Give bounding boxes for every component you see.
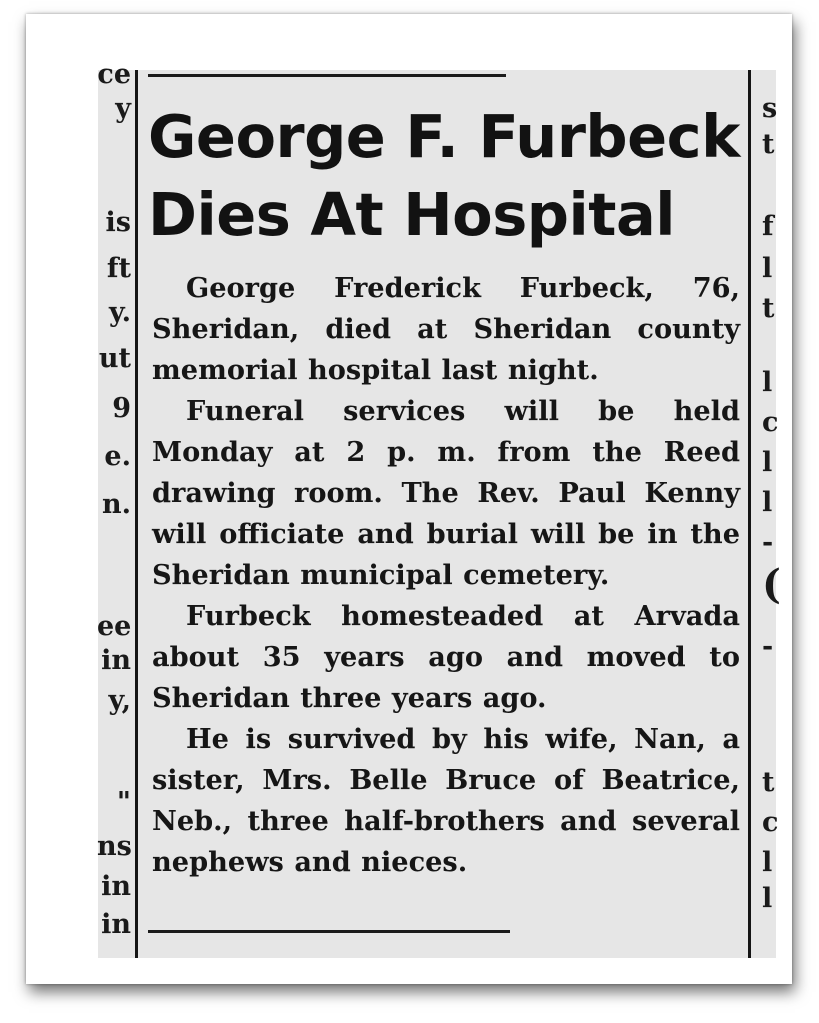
left-fragment: y, [108,685,131,716]
right-fragment: l [762,487,773,518]
left-fragment: y. [109,297,131,328]
headline-line-1: George F. Furbeck [148,102,740,171]
headline [148,98,758,254]
left-fragment: ut [98,343,131,374]
right-fragment: l [762,847,773,878]
article-paragraph-text: He is survived by his wife, Nan, a sister, Mrs. Belle Bruce of Beatrice, Neb., three half-brothers and several nephews and nieces. [152,723,740,878]
right-fragment: f [762,211,774,242]
right-fragment: - [762,527,774,558]
left-fragment: e. [104,441,131,472]
article-body [152,268,740,883]
article-paragraph [152,719,740,883]
article-paragraph-text: George Frederick Furbeck, 76, Sheridan, died at Sheridan county memorial hospital last night. [152,272,740,386]
left-fragment: in [101,645,131,676]
article-paragraph-text: Furbeck homesteaded at Arvada about 35 years ago and moved to Sheridan three years ago. [152,600,740,714]
left-fragment: ft [106,253,131,284]
article-paragraph-text: Funeral services will be held Monday at 2 p. m. from the Reed drawing room. The Rev. Paul Kenny will officiate and burial will be in the Sheridan municipal cemetery. [152,395,740,591]
right-fragment: - [762,631,774,662]
headline-line-2: Dies At Hospital [148,180,676,249]
right-fragment: c [762,407,779,438]
left-fragment: y [115,93,131,124]
left-fragment: ns [97,831,132,862]
right-fragment: l [762,253,773,284]
newspaper-clipping [97,59,781,958]
photo-frame [26,14,792,984]
left-fragment: ce [97,59,131,90]
left-fragment: 9 [112,393,131,424]
article-paragraph [152,596,740,719]
column-rule-left [135,70,138,958]
right-fragment: t [762,767,775,798]
right-fragment: l [762,883,773,914]
left-fragment: in [101,871,131,902]
right-fragment: t [762,129,775,160]
left-fragment: ee [97,611,132,642]
left-fragment: in [101,909,131,940]
right-fragment: t [762,293,775,324]
right-fragment: l [762,367,773,398]
top-rule [148,74,506,77]
left-fragment: is [105,207,131,238]
right-fragment: s [762,93,778,124]
right-fragment: ( [762,561,781,608]
article-paragraph [152,391,740,596]
left-fragment: n. [101,489,131,520]
bottom-rule [148,930,510,933]
left-fragment: " [116,787,131,818]
right-fragment: c [762,807,779,838]
right-fragment: l [762,447,773,478]
article-paragraph [152,268,740,391]
